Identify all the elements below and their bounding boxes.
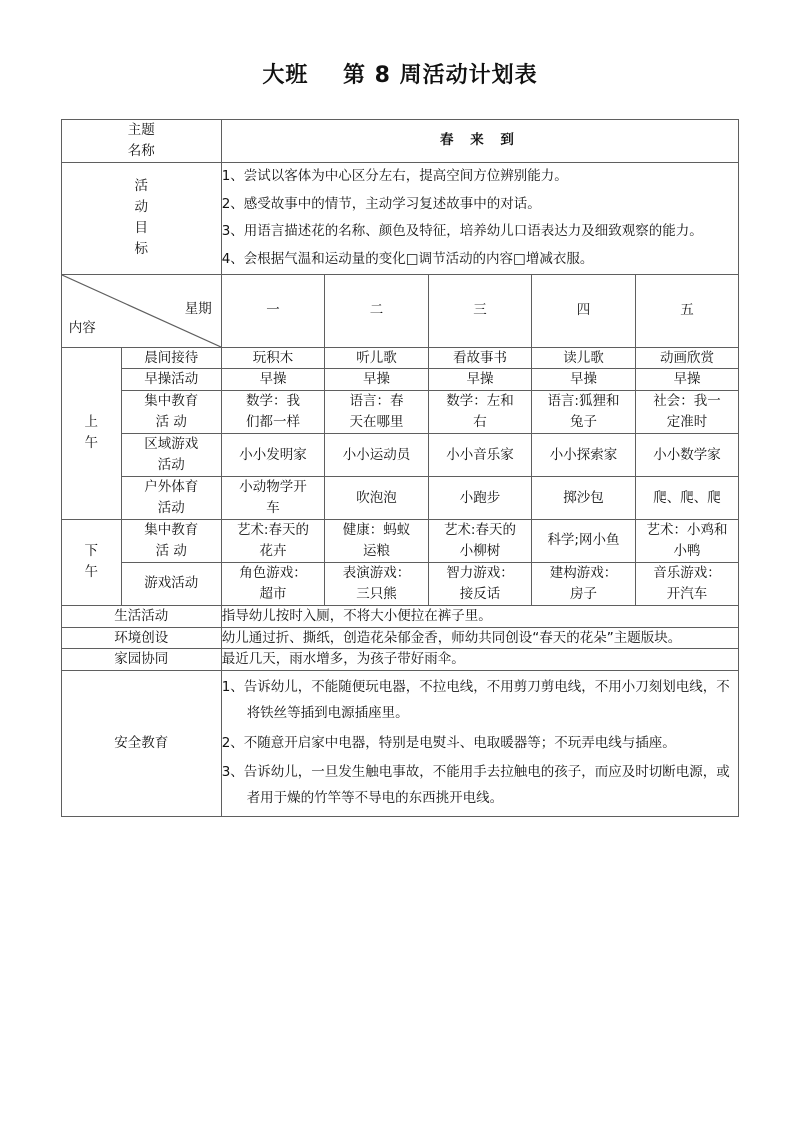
day-header-tue: 二 [325, 274, 429, 347]
cell-zone-games-thu: 小小探索家 [532, 434, 636, 477]
afternoon-section-label [61, 519, 121, 605]
cell-morning-education-thu: 语言:狐狸和 兔子 [532, 391, 636, 434]
day-header-mon: 一 [221, 274, 325, 347]
cell-morning-education-tue: 语言：春 天在哪里 [325, 391, 429, 434]
goal-item: 2、感受故事中的情节，主动学习复述故事中的对话。 [221, 195, 541, 212]
table-row [61, 562, 739, 605]
cell-game-activity-tue: 表演游戏： 三只熊 [325, 562, 429, 605]
cell-morning-reception-thu: 读儿歌 [532, 347, 636, 369]
goals-label-char-1: 活 [134, 178, 148, 195]
morning-section-label [61, 347, 121, 519]
cell-outdoor-sports-wed: 小跑步 [428, 477, 532, 520]
row-label-zone-games: 区域游戏 活动 [121, 434, 221, 477]
row-label-morning-reception: 晨间接待 [121, 347, 221, 369]
cell-outdoor-sports-mon: 小动物学开 车 [221, 477, 325, 520]
cell-morning-education-mon: 数学：我 们都一样 [221, 391, 325, 434]
cell-outdoor-sports-fri: 爬、爬、爬 [635, 477, 739, 520]
goal-item: 4、会根据气温和运动量的变化□调节活动的内容□增减衣服。 [221, 250, 594, 267]
row-label-outdoor-sports: 户外体育 活动 [121, 477, 221, 520]
cell-morning-reception-mon: 玩积木 [221, 347, 325, 369]
cell-environment-text: 幼儿通过折、撕纸，创造花朵郁金香，师幼共同创设“春天的花朵”主题版块。 [221, 627, 739, 649]
goals-label-char-4: 标 [134, 241, 148, 258]
cell-morning-education-wed: 数学：左和 右 [428, 391, 532, 434]
theme-label-cell [61, 120, 221, 163]
cell-morning-exercise-tue: 早操 [325, 369, 429, 391]
table-row [61, 519, 739, 562]
cell-safety-education-list [221, 671, 739, 816]
safety-item: 2、不随意开启家中电器，特别是电熨斗、电取暖器等；不玩弄电线与插座。 [221, 734, 676, 751]
table-row [61, 605, 739, 627]
table-row [61, 391, 739, 434]
morning-label-char-1: 上 [84, 414, 98, 431]
cell-morning-exercise-fri: 早操 [635, 369, 739, 391]
cell-morning-reception-tue: 听儿歌 [325, 347, 429, 369]
cell-morning-education-fri: 社会：我一 定准时 [635, 391, 739, 434]
day-header-thu: 四 [532, 274, 636, 347]
cell-zone-games-wed: 小小音乐家 [428, 434, 532, 477]
cell-afternoon-education-tue: 健康：蚂蚁 运粮 [325, 519, 429, 562]
cell-afternoon-education-fri: 艺术：小鸡和 小鸭 [635, 519, 739, 562]
corner-header-cell [61, 274, 221, 347]
page-title: 大班 第 8 周活动计划表 [262, 63, 538, 88]
row-label-morning-exercise: 早操活动 [121, 369, 221, 391]
goals-label-cell [61, 162, 221, 274]
safety-item: 3、告诉幼儿，一旦发生触电事故，不能用手去拉触电的孩子，而应及时切断电源，或者用于燥的竹竿等不导电的东西挑开电线。 [221, 764, 730, 806]
table-row [61, 649, 739, 671]
afternoon-label-char-1: 下 [84, 543, 98, 560]
goal-item: 1、尝试以客体为中心区分左右，提高空间方位辨别能力。 [221, 167, 568, 184]
corner-content-label: 内容 [68, 319, 96, 336]
table-row [61, 671, 739, 816]
cell-game-activity-thu: 建构游戏： 房子 [532, 562, 636, 605]
row-label-environment: 环境创设 [61, 627, 221, 649]
row-label-life-activity: 生活活动 [61, 605, 221, 627]
theme-label-line-2: 名称 [127, 142, 155, 159]
theme-label-line-1: 主题 [127, 122, 155, 138]
cell-afternoon-education-thu: 科学;网小鱼 [532, 519, 636, 562]
table-row [61, 627, 739, 649]
row-label-safety-education: 安全教育 [61, 671, 221, 816]
safety-item: 1、告诉幼儿，不能随便玩电器，不拉电线，不用剪刀剪电线，不用小刀刻划电线，不将铁丝等插到电源插座里。 [221, 679, 730, 721]
day-header-fri: 五 [635, 274, 739, 347]
cell-home-school-text: 最近几天，雨水增多，为孩子带好雨伞。 [221, 649, 739, 671]
goals-label-char-3: 目 [134, 220, 148, 237]
table-row [61, 434, 739, 477]
cell-zone-games-fri: 小小数学家 [635, 434, 739, 477]
table-row [61, 347, 739, 369]
table-row [61, 477, 739, 520]
cell-morning-exercise-thu: 早操 [532, 369, 636, 391]
cell-afternoon-education-mon: 艺术:春天的 花卉 [221, 519, 325, 562]
cell-morning-reception-wed: 看故事书 [428, 347, 532, 369]
cell-morning-reception-fri: 动画欣赏 [635, 347, 739, 369]
cell-zone-games-tue: 小小运动员 [325, 434, 429, 477]
row-label-home-school: 家园协同 [61, 649, 221, 671]
goals-row [61, 162, 739, 274]
day-header-row [61, 274, 739, 347]
cell-afternoon-education-wed: 艺术:春天的 小柳树 [428, 519, 532, 562]
theme-row [61, 120, 739, 163]
goals-list [221, 162, 739, 274]
cell-outdoor-sports-thu: 掷沙包 [532, 477, 636, 520]
cell-outdoor-sports-tue: 吹泡泡 [325, 477, 429, 520]
cell-game-activity-fri: 音乐游戏： 开汽车 [635, 562, 739, 605]
row-label-morning-education: 集中教育 活 动 [121, 391, 221, 434]
cell-morning-exercise-mon: 早操 [221, 369, 325, 391]
row-label-afternoon-education: 集中教育 活 动 [121, 519, 221, 562]
weekly-plan-table [61, 119, 740, 817]
row-label-game-activity: 游戏活动 [121, 562, 221, 605]
cell-game-activity-mon: 角色游戏： 超市 [221, 562, 325, 605]
cell-morning-exercise-wed: 早操 [428, 369, 532, 391]
goals-label-char-2: 动 [134, 199, 148, 216]
corner-weekday-label: 星期 [184, 300, 212, 317]
table-row [61, 369, 739, 391]
day-header-wed: 三 [428, 274, 532, 347]
cell-life-activity-text: 指导幼儿按时入厕，不将大小便拉在裤子里。 [221, 605, 739, 627]
theme-value: 春 来 到 [221, 120, 739, 163]
cell-game-activity-wed: 智力游戏： 接反话 [428, 562, 532, 605]
morning-label-char-2: 午 [84, 435, 98, 452]
cell-zone-games-mon: 小小发明家 [221, 434, 325, 477]
goal-item: 3、用语言描述花的名称、颜色及特征，培养幼儿口语表达力及细致观察的能力。 [221, 223, 703, 240]
afternoon-label-char-2: 午 [84, 564, 98, 581]
